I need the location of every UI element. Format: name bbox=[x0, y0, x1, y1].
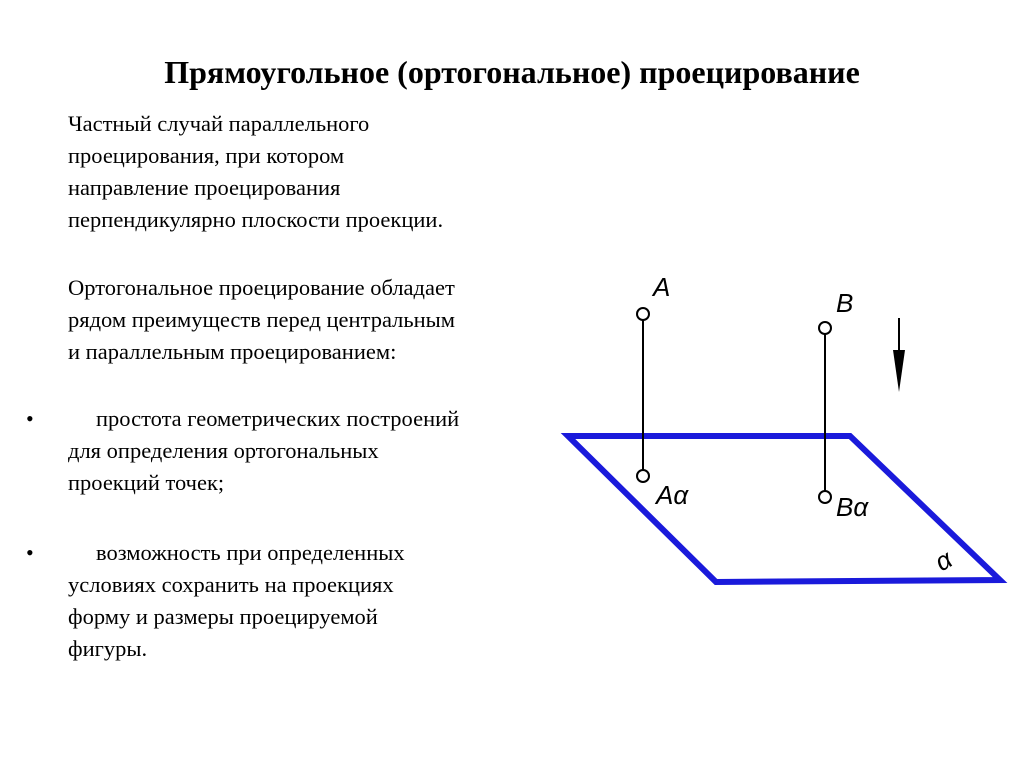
definition-line: направление проецирования bbox=[68, 175, 341, 200]
bullet-line: для определения ортогональных bbox=[68, 438, 379, 463]
label-point-a: A bbox=[653, 272, 671, 302]
point-a bbox=[637, 308, 649, 320]
bullet-line: проекций точек; bbox=[68, 470, 225, 495]
point-b bbox=[819, 322, 831, 334]
definition-line: Частный случай параллельного bbox=[68, 111, 370, 136]
bullet-line: фигуры. bbox=[68, 636, 148, 661]
definition-line: проецирования, при котором bbox=[68, 143, 345, 168]
advantages-line: Ортогональное проецирование обладает bbox=[68, 275, 455, 300]
bullet-dot: • bbox=[26, 406, 34, 431]
bullet-dot: • bbox=[26, 540, 34, 565]
label-point-b: B bbox=[836, 288, 854, 318]
projection-direction-arrow-icon bbox=[893, 318, 905, 392]
advantages-line: и параллельным проецированием: bbox=[68, 339, 397, 364]
label-projection-a: Aα bbox=[656, 480, 689, 510]
bullet-line: возможность при определенных bbox=[96, 540, 405, 565]
bullet-line: простота геометрических построений bbox=[96, 406, 460, 431]
label-plane-alpha: α bbox=[929, 543, 958, 578]
advantages-line: рядом преимуществ перед центральным bbox=[68, 307, 456, 332]
definition-line: перпендикулярно плоскости проекции. bbox=[68, 207, 444, 232]
bullet-line: условиях сохранить на проекциях bbox=[68, 572, 394, 597]
slide-title: Прямоугольное (ортогональное) проецирование bbox=[164, 54, 860, 90]
label-projection-b: Bα bbox=[836, 492, 869, 522]
bullet-line: форму и размеры проецируемой bbox=[68, 604, 378, 629]
projection-point-a bbox=[637, 470, 649, 482]
projection-point-b bbox=[819, 491, 831, 503]
